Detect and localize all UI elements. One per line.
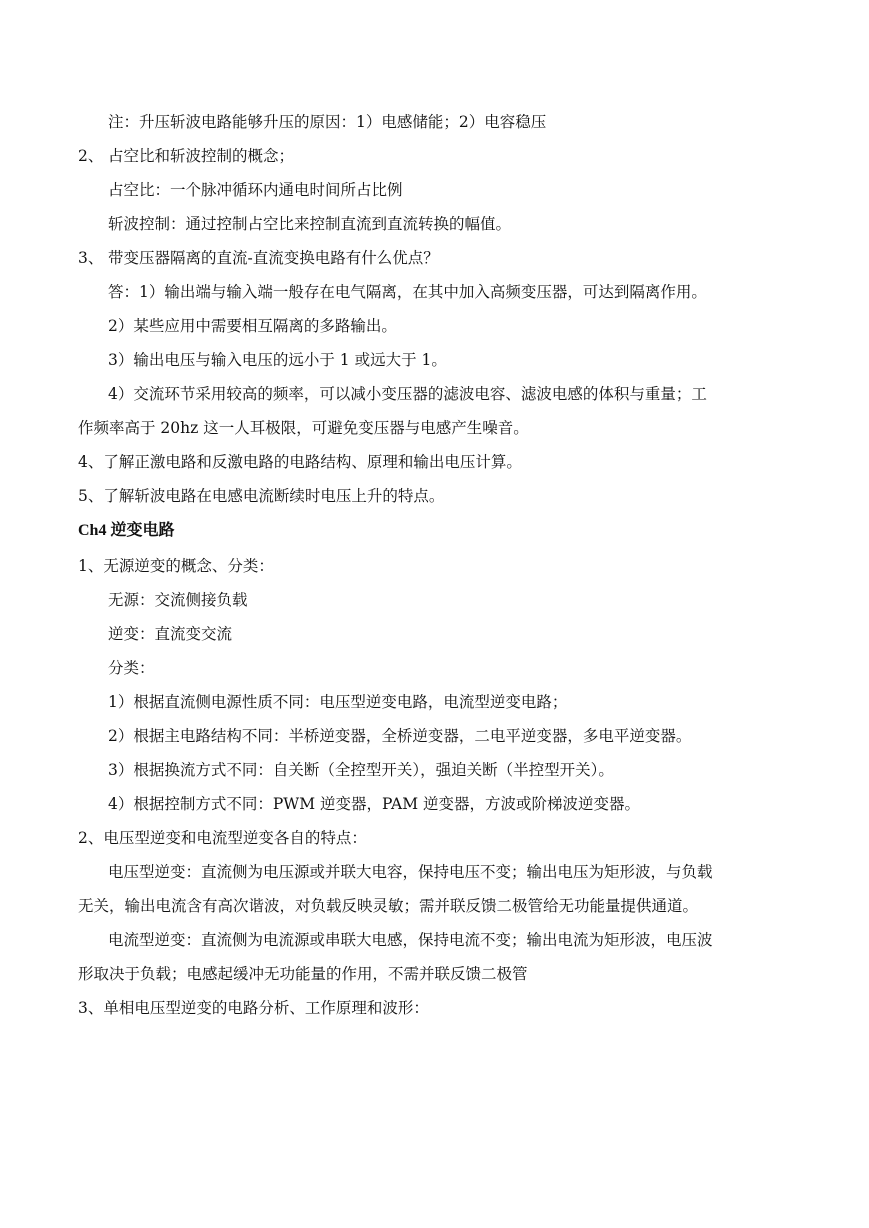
passive-definition: 无源：交流侧接负载 [108, 591, 248, 609]
item-5-chopper-discontinuous: 5、了解斩波电路在电感电流断续时电压上升的特点。 [78, 487, 445, 505]
item-4-forward-flyback: 4、了解正激电路和反激电路的电路结构、原理和输出电压计算。 [78, 453, 522, 471]
answer-point-4-continued: 作频率高于 20hz 这一人耳极限，可避免变压器与电感产生噪音。 [78, 419, 529, 437]
answer-point-1: 答：1）输出端与输入端一般存在电气隔离，在其中加入高频变压器，可达到隔离作用。 [108, 283, 707, 301]
q2-heading [78, 146, 294, 166]
classification-1: 1）根据直流侧电源性质不同：电压型逆变电路，电流型逆变电路； [108, 693, 568, 711]
inverter-item-3: 3、单相电压型逆变的电路分析、工作原理和波形： [78, 999, 429, 1017]
inverter-item-1: 1、无源逆变的概念、分类： [78, 557, 274, 575]
answer-point-3: 3）输出电压与输入电压的远小于 1 或远大于 1。 [108, 351, 447, 369]
inversion-definition: 逆变：直流变交流 [108, 625, 233, 643]
duty-cycle-definition: 占空比：一个脉冲循环内通电时间所占比例 [108, 181, 403, 199]
chopper-control-definition: 斩波控制：通过控制占空比来控制直流到直流转换的幅值。 [108, 215, 512, 233]
classification-label: 分类： [108, 659, 155, 677]
inverter-item-2: 2、电压型逆变和电流型逆变各自的特点： [78, 829, 367, 847]
q3-heading [78, 248, 439, 268]
answer-point-4: 4）交流环节采用较高的频率，可以减小变压器的滤波电容、滤波电感的体积与重量；工 [108, 385, 707, 403]
note-boost-reason: 注：升压斩波电路能够升压的原因：1）电感储能；2）电容稳压 [108, 113, 547, 131]
current-type-features: 电流型逆变：直流侧为电流源或串联大电感，保持电流不变；输出电流为矩形波，电压波 [108, 931, 713, 949]
q2-text: 占空比和斩波控制的概念； [108, 147, 295, 165]
q2-number: 2、 [78, 147, 104, 165]
classification-3: 3）根据换流方式不同：自关断（全控型开关），强迫关断（半控型开关）。 [108, 761, 614, 779]
q3-number: 3、 [78, 249, 104, 267]
classification-2: 2）根据主电路结构不同：半桥逆变器，全桥逆变器，二电平逆变器，多电平逆变器。 [108, 727, 692, 745]
voltage-type-features: 电压型逆变：直流侧为电压源或并联大电容，保持电压不变；输出电压为矩形波，与负载 [108, 863, 713, 881]
answer-point-2: 2）某些应用中需要相互隔离的多路输出。 [108, 317, 397, 335]
q3-text: 带变压器隔离的直流-直流变换电路有什么优点？ [108, 249, 439, 267]
voltage-type-features-continued: 无关，输出电流含有高次谐波，对负载反映灵敏；需并联反馈二极管给无功能量提供通道。 [78, 897, 699, 915]
classification-4: 4）根据控制方式不同：PWM 逆变器，PAM 逆变器，方波或阶梯波逆变器。 [108, 795, 641, 813]
current-type-features-continued: 形取决于负载；电感起缓冲无功能量的作用，不需并联反馈二极管 [78, 965, 528, 983]
chapter-heading: Ch4 逆变电路 [78, 522, 175, 539]
